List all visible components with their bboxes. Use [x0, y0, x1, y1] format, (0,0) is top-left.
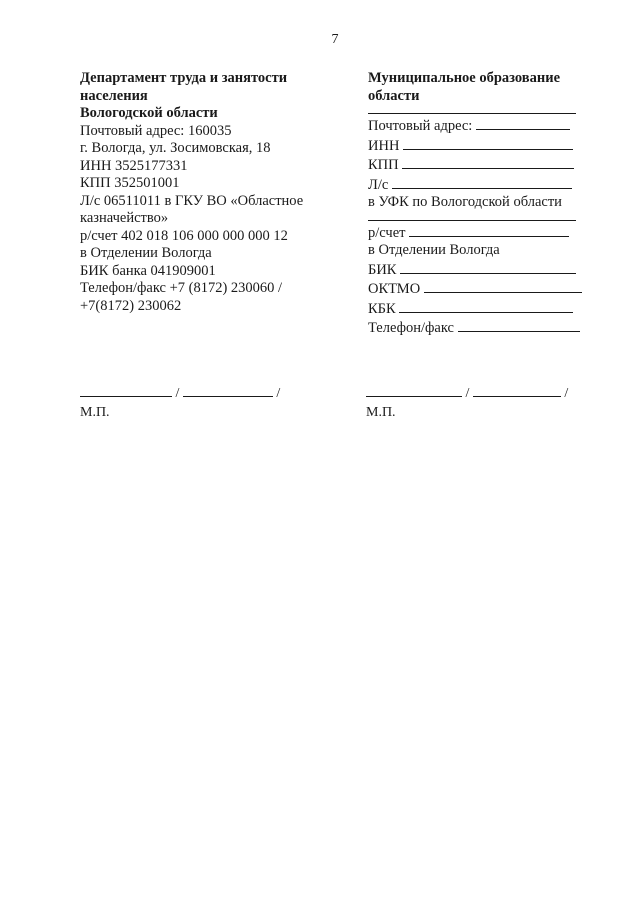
right-oktmo-blank — [424, 279, 582, 293]
left-phone-line-1: Телефон/факс +7 (8172) 230060 / — [80, 280, 283, 296]
right-ufk-blank-rule — [368, 212, 576, 221]
right-phone-label: Телефон/факс — [368, 320, 454, 336]
left-signature-blank — [80, 383, 172, 397]
right-kbk-label: КБК — [368, 300, 396, 317]
right-oktmo-label: ОКТМО — [368, 281, 421, 297]
left-city-address: г. Вологда, ул. Зосимовская, 18 — [80, 140, 271, 156]
left-inn: ИНН 3525177331 — [80, 157, 188, 174]
right-kpp-blank — [402, 155, 574, 169]
right-account-row — [368, 175, 588, 195]
right-signature-block — [366, 383, 568, 421]
right-inn-row — [368, 136, 588, 156]
left-bik: БИК банка 041909001 — [80, 262, 216, 279]
right-signature-slash: / — [465, 386, 470, 401]
right-postal-address-label: Почтовый адрес: — [368, 118, 473, 134]
right-signature-row — [366, 383, 568, 402]
left-heading-line-2: населения — [80, 87, 148, 104]
left-account-line-1: Л/с 06511011 в ГКУ ВО «Областное — [80, 192, 304, 209]
right-bik-blank — [400, 260, 576, 274]
right-inn-label: ИНН — [368, 137, 400, 154]
right-inn-blank — [403, 136, 573, 150]
right-phone-row — [368, 318, 588, 338]
right-signature-blank — [366, 383, 462, 397]
left-account-line-2: казначейство» — [80, 210, 169, 226]
right-kbk-blank — [399, 299, 573, 313]
left-postal-address: Почтовый адрес: 160035 — [80, 122, 232, 139]
left-name-blank — [183, 383, 273, 397]
left-settlement-account: р/счет 402 018 106 000 000 000 12 — [80, 227, 288, 244]
right-heading-line-2: области — [368, 87, 420, 104]
left-signature-row — [80, 383, 280, 402]
left-kpp: КПП 352501001 — [80, 175, 180, 191]
right-settlement-blank — [409, 223, 569, 237]
left-signature-end: / — [276, 386, 281, 401]
right-signature-end: / — [564, 386, 569, 401]
page-number: 7 — [331, 32, 339, 47]
right-stamp: М.П. — [366, 405, 396, 420]
left-party-details — [80, 70, 335, 315]
right-bik-label: БИК — [368, 261, 397, 278]
right-postal-address-row — [368, 116, 588, 136]
right-kpp-row — [368, 155, 588, 175]
right-settlement-label: р/счет — [368, 224, 406, 241]
right-kpp-label: КПП — [368, 157, 399, 173]
right-oktmo-row — [368, 279, 588, 299]
right-heading-blank-rule — [368, 105, 576, 114]
right-account-blank — [392, 175, 572, 189]
right-settlement-row — [368, 223, 588, 243]
right-phone-blank — [458, 318, 580, 332]
right-heading-line-1: Муниципальное образование — [368, 70, 561, 86]
left-heading-line-3: Вологодской области — [80, 105, 218, 121]
left-heading-line-1: Департамент труда и занятости — [80, 70, 288, 86]
right-ufk-line: в УФК по Вологодской области — [368, 194, 562, 210]
right-postal-address-blank — [476, 116, 570, 130]
right-kbk-row — [368, 299, 588, 319]
left-bank-branch: в Отделении Вологда — [80, 245, 212, 261]
left-phone-line-2: +7(8172) 230062 — [80, 297, 182, 314]
right-account-label: Л/с — [368, 176, 389, 193]
right-party-details — [368, 70, 588, 338]
left-signature-slash: / — [175, 386, 180, 401]
right-bik-row — [368, 260, 588, 280]
left-stamp: М.П. — [80, 405, 110, 420]
right-name-blank — [473, 383, 561, 397]
left-signature-block — [80, 383, 280, 421]
right-bank-branch: в Отделении Вологда — [368, 242, 500, 258]
